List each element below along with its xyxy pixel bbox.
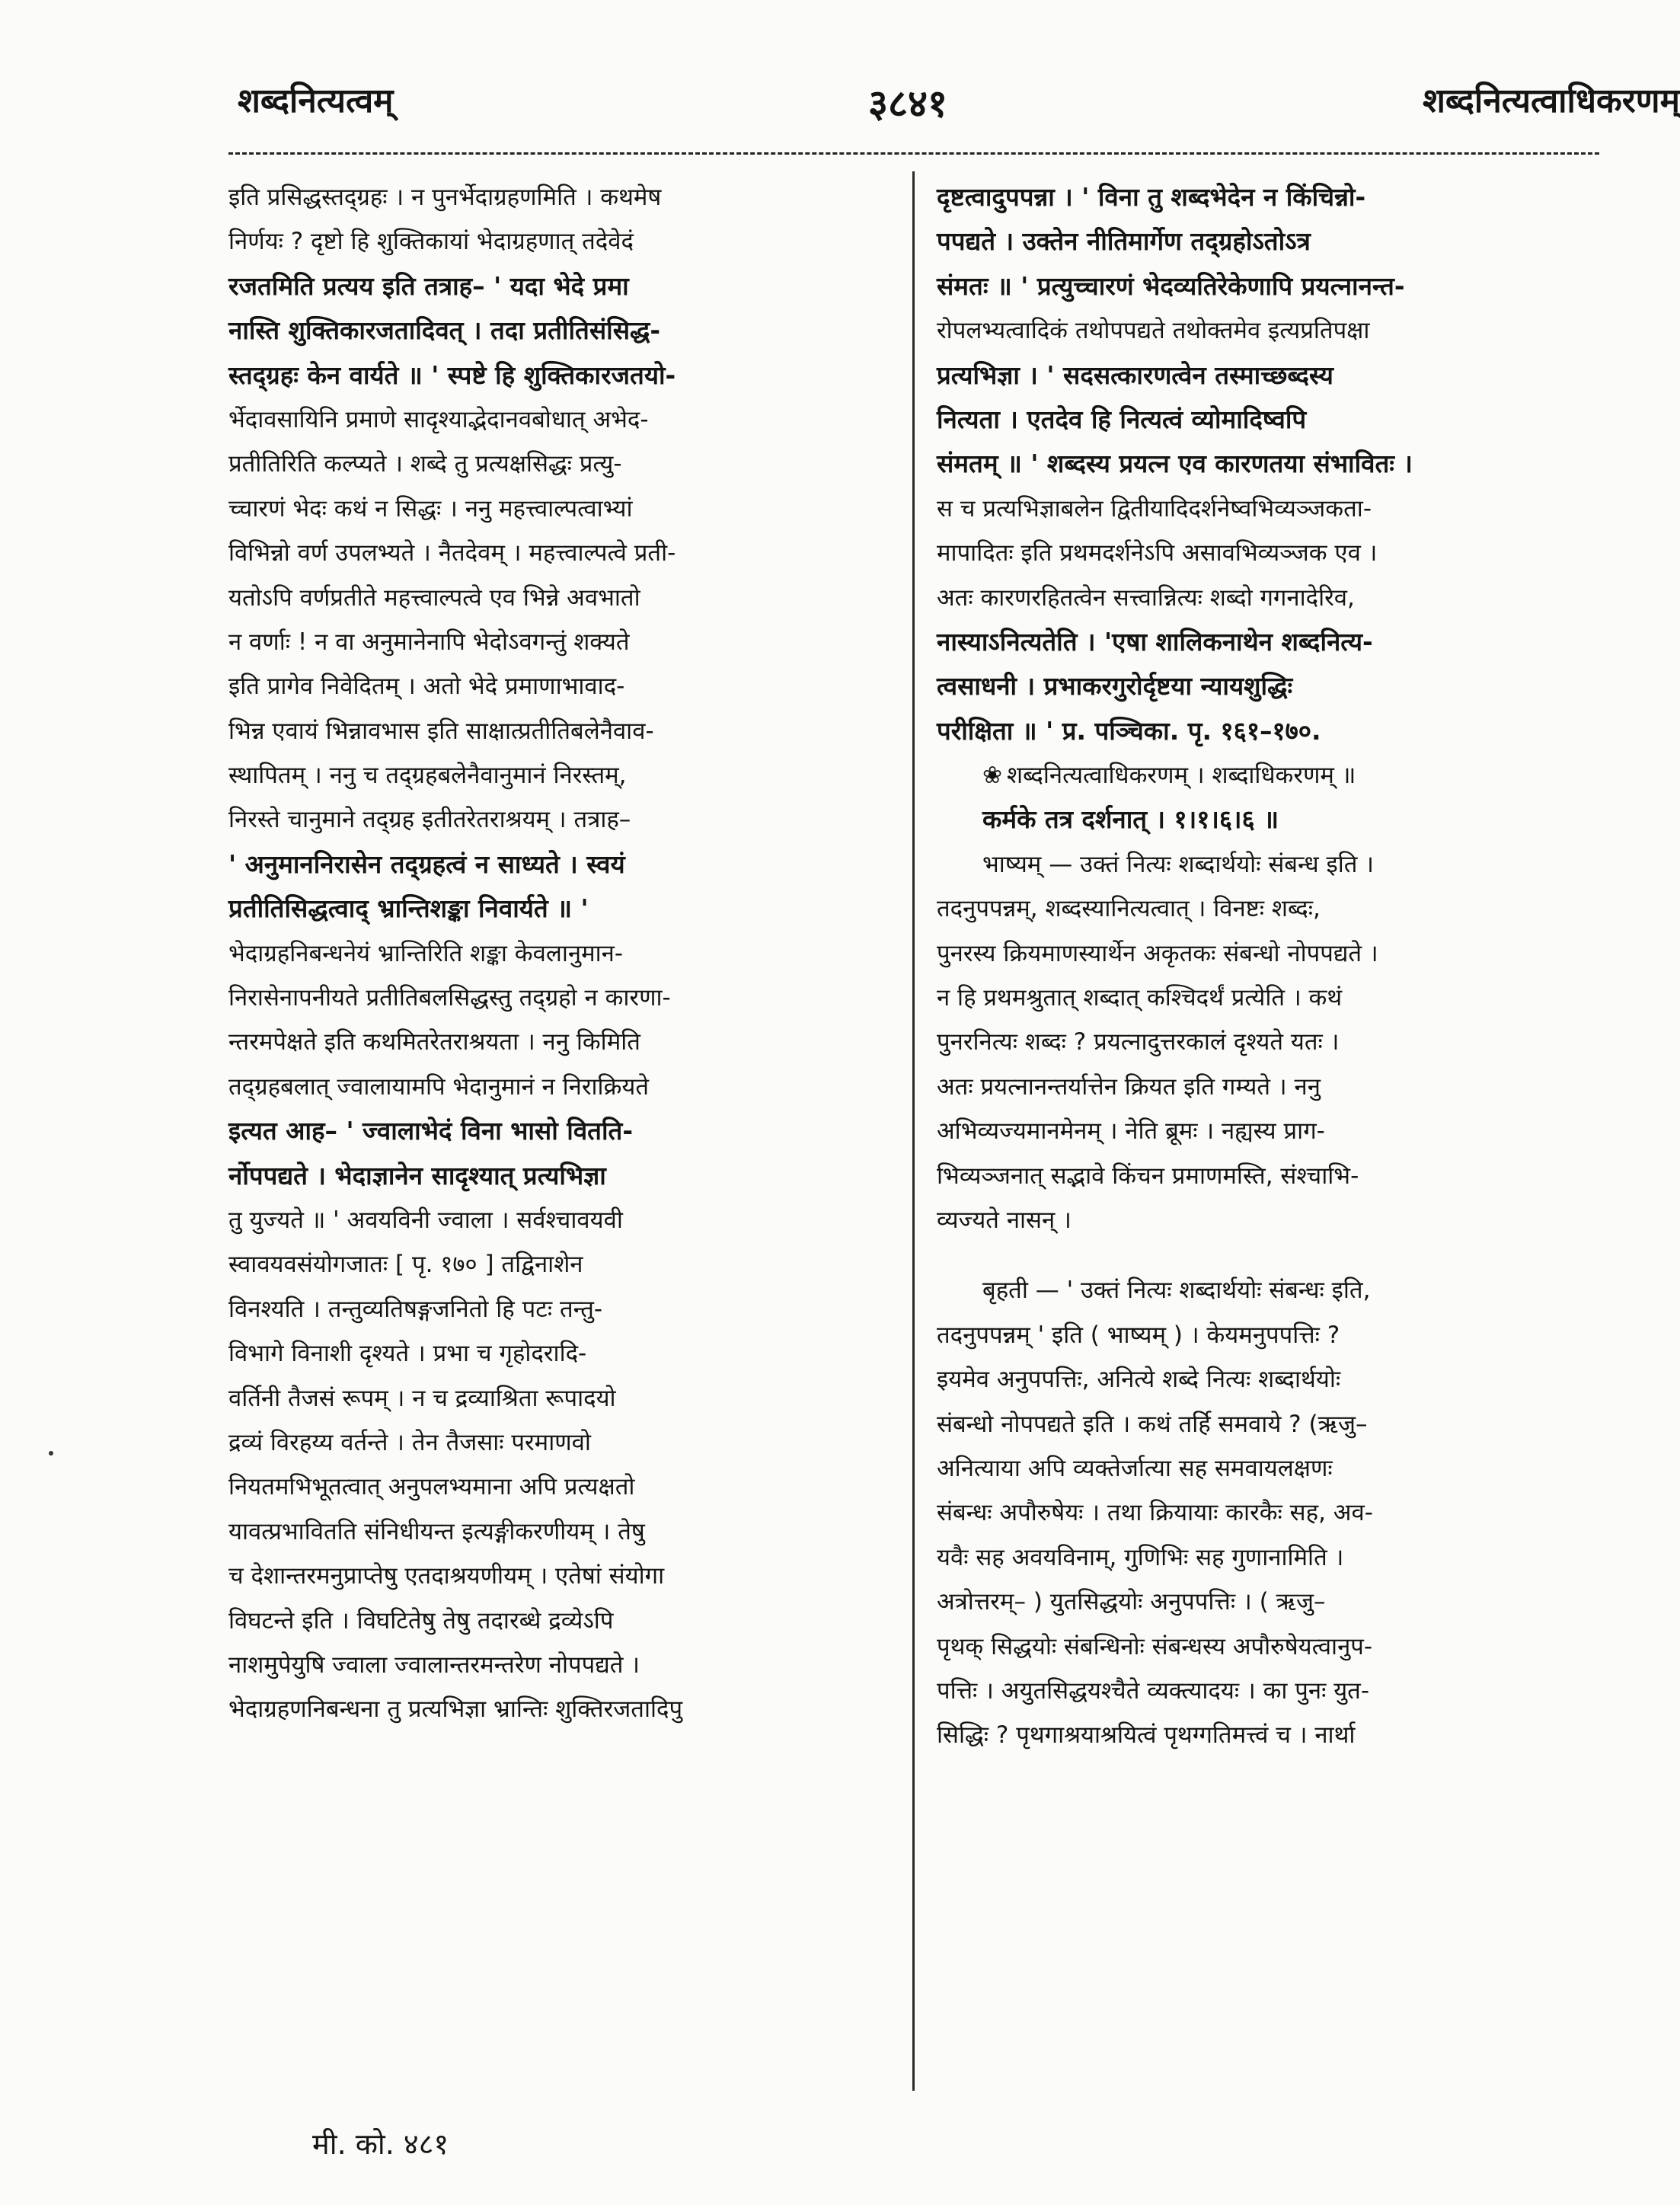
text-line-content: भेदाग्रहणनिबन्धना तु प्रत्यभिज्ञा भ्रान्तिः शुक्तिरजतादिपु	[228, 1695, 683, 1724]
text-line	[228, 797, 891, 842]
text-line	[937, 1198, 1599, 1242]
text-line	[228, 487, 891, 531]
text-line-content: र्भेदावसायिनि प्रमाणे सादृश्याद्भेदानवबोधात् अभेद-	[228, 405, 649, 433]
text-line	[937, 1491, 1599, 1535]
text-line	[937, 219, 1599, 264]
text-line	[937, 932, 1599, 976]
text-line	[228, 442, 891, 486]
ornament-icon: ❀	[982, 762, 1002, 790]
text-line	[937, 797, 1599, 842]
text-line-content: इयमेव अनुपपत्तिः, अनित्ये शब्दे नित्यः शब्दार्थयोः	[937, 1366, 1341, 1394]
text-line	[937, 531, 1599, 575]
text-line	[228, 308, 891, 353]
text-line-content: नित्यता । एतदेव हि नित्यत्वं व्योमादिष्वपि	[937, 404, 1307, 434]
text-line-content: तु युज्यते ॥ ' अवयविनी ज्वाला । सर्वश्चावयवी	[228, 1206, 623, 1234]
text-line-content: स्थापितम् । ननु च तद्ग्रहबलेनैवानुमानं निरस्तम्,	[228, 762, 627, 790]
text-line	[228, 398, 891, 442]
text-line	[228, 620, 891, 664]
text-line-content: न्तरमपेक्षते इति कथमितरेतराश्रयता । ननु किमिति	[228, 1028, 640, 1056]
text-line	[228, 1287, 891, 1331]
column-divider	[912, 171, 915, 2091]
text-line	[937, 264, 1599, 308]
text-line	[937, 1713, 1599, 1757]
text-line-content: प्रतीतिरिति कल्प्यते । शब्दे तु प्रत्यक्षसिद्धः प्रत्यु-	[228, 450, 622, 478]
text-line-content: भेदाग्रहनिबन्धनेयं भ्रान्तिरिति शङ्का केवलानुमान-	[228, 939, 624, 967]
text-line-content: अनित्याया अपि व्यक्तेर्जात्या सह समवायलक्षणः	[937, 1454, 1333, 1482]
text-line-content: पृथक् सिद्धयोः संबन्धिनोः संबन्धस्य अपौरुषेयत्वानुप-	[937, 1632, 1373, 1660]
text-line	[937, 1402, 1599, 1446]
text-line-content: द्रव्यं विरहय्य वर्तन्ते । तेन तैजसाः परमाणवो	[228, 1428, 591, 1456]
text-line	[228, 1554, 891, 1598]
text-line	[937, 1580, 1599, 1624]
text-line	[228, 1510, 891, 1554]
text-line	[937, 398, 1599, 442]
text-line-content: संमतः ॥ ' प्रत्युच्चारणं भेदव्यतिरेकेणापि प्रयत्नानन्त-	[937, 270, 1405, 301]
text-line-content: तद्ग्रहबलात् ज्वालायामपि भेदानुमानं न निराक्रियते	[228, 1072, 650, 1101]
text-line-content: दृष्टत्वादुपपन्ना । ' विना तु शब्दभेदेन न किंचिन्नो-	[937, 182, 1366, 212]
page-number: ३८४१	[868, 81, 947, 126]
text-line	[228, 842, 891, 887]
text-line	[228, 219, 891, 264]
right-column	[937, 175, 1599, 1758]
text-line	[228, 1687, 891, 1731]
text-line	[228, 1643, 891, 1687]
text-line-content: अभिव्यज्यमानमेनम् । नेति ब्रूमः । नह्यस्य प्राग-	[937, 1117, 1325, 1146]
text-line-content: अतः कारणरहितत्वेन सत्त्वान्नित्यः शब्दो गगनादेरिव,	[937, 583, 1355, 612]
text-line-content: रोपलभ्यत्वादिकं तथोपपद्यते तथोक्तमेव इत्यप्रतिपक्षा	[937, 317, 1370, 345]
text-line-content: स च प्रत्यभिज्ञाबलेन द्वितीयादिदर्शनेष्वभिव्यञ्जकता-	[937, 494, 1372, 522]
text-line	[228, 709, 891, 753]
text-line-content: शब्दनित्यत्वाधिकरणम् । शब्दाधिकरणम् ॥	[1006, 762, 1356, 790]
text-line-content: व्यज्यते नासन् ।	[937, 1206, 1072, 1234]
text-line-content: तदनुपपन्नम्, शब्दस्यानित्यत्वात् । विनष्टः शब्दः,	[937, 895, 1321, 923]
text-line	[937, 753, 1599, 797]
text-line-content: च देशान्तरमनुप्राप्तेषु एतदाश्रयणीयम् । एतेषां संयोगा	[228, 1562, 665, 1590]
text-line	[937, 1313, 1599, 1357]
text-line	[228, 1376, 891, 1420]
text-line-content: मापादितः इति प्रथमदर्शनेऽपि असावभिव्यञ्जक एव ।	[937, 539, 1378, 567]
text-line-content: संमतम् ॥ ' शब्दस्य प्रयत्न एव कारणतया संभावितः ।	[937, 449, 1413, 479]
text-line-content: स्तद्ग्रहः केन वार्यते ॥ ' स्पष्टे हि शुक्तिकारजतयो-	[228, 360, 676, 390]
text-line-content: विनश्यति । तन्तुव्यतिषङ्गजनितो हि पटः तन्तु-	[228, 1295, 603, 1323]
text-line	[228, 887, 891, 931]
text-line-content: प्रतीतिसिद्धत्वाद् भ्रान्तिशङ्का निवार्यते ॥ '	[228, 893, 589, 924]
text-line	[937, 308, 1599, 353]
text-line	[228, 353, 891, 398]
text-line-content: च्चारणं भेदः कथं न सिद्धः । ननु महत्त्वाल्पत्वाभ्यां	[228, 494, 633, 522]
text-line-content: इति प्रागेव निवेदितम् । अतो भेदे प्रमाणाभावाद-	[228, 673, 625, 701]
text-line	[228, 576, 891, 620]
text-line-content: नियतमभिभूतत्वात् अनुपलभ्यमाना अपि प्रत्यक्षतो	[228, 1473, 635, 1501]
text-line-content: निरासेनापनीयते प्रतीतिबलसिद्धस्तु तद्ग्रहो न कारणा-	[228, 984, 671, 1012]
text-line-content: निरस्ते चानुमाने तद्ग्रह इतीतरेतराश्रयम् । तत्राह–	[228, 806, 631, 834]
text-line-content: अतः प्रयत्नानन्तर्यात्तेन क्रियत इति गम्यते । ननु	[937, 1072, 1321, 1101]
text-line	[228, 1109, 891, 1153]
text-line-content: इत्यत आह– ' ज्वालाभेदं विना भासो वितति-	[228, 1116, 634, 1146]
text-line	[228, 1242, 891, 1286]
text-line	[937, 1268, 1599, 1312]
text-line-content: निर्णयः ? दृष्टो हि शुक्तिकायां भेदाग्रहणात् तदेवेदं	[228, 228, 634, 256]
running-header-right: शब्दनित्यत्वाधिकरणम्	[1423, 81, 1680, 120]
text-line	[937, 1625, 1599, 1669]
text-line	[937, 175, 1599, 219]
text-line	[937, 976, 1599, 1020]
text-line-content: पत्तिः । अयुतसिद्धयश्चैते व्यक्त्यादयः । का पुनः युत-	[937, 1676, 1370, 1705]
text-line	[228, 932, 891, 976]
text-line	[937, 887, 1599, 931]
text-line-content: नाशमुपेयुषि ज्वाला ज्वालान्तरमन्तरेण नोपपद्यते ।	[228, 1651, 640, 1679]
text-line-content: पुनरस्य क्रियमाणस्यार्थेन अकृतकः संबन्धो नोपपद्यते ।	[937, 939, 1378, 967]
text-line-content: ' अनुमाननिरासेन तद्ग्रहत्वं न साध्यते । स्वयं	[228, 848, 625, 879]
text-line	[937, 1109, 1599, 1153]
running-header-left: शब्दनित्यत्वम्	[238, 81, 394, 120]
text-line	[937, 1357, 1599, 1401]
text-line	[937, 576, 1599, 620]
text-line-content: तदनुपपन्नम् ' इति ( भाष्यम् ) । केयमनुपपत्तिः ?	[937, 1321, 1340, 1349]
text-line-content: पुनरनित्यः शब्दः ? प्रयत्नादुत्तरकालं दृश्यते यतः ।	[937, 1028, 1340, 1056]
text-line	[228, 175, 891, 219]
text-line-content: न वर्णाः ! न वा अनुमानेनापि भेदोऽवगन्तुं शक्यते	[228, 628, 630, 656]
text-line	[937, 1536, 1599, 1580]
stray-mark	[49, 1451, 53, 1456]
text-line-content: भाष्यम् — उक्तं नित्यः शब्दार्थयोः संबन्ध इति ।	[982, 850, 1375, 878]
header-rule	[228, 152, 1599, 155]
text-line-content: परीक्षिता ॥ ' प्र. पञ्चिका. पृ. १६१–१७०.	[937, 715, 1321, 746]
text-line	[937, 1446, 1599, 1491]
text-line	[228, 664, 891, 708]
text-line-content: अत्रोत्तरम्– ) युतसिद्धयोः अनुपपत्तिः । ( ऋजु–	[937, 1588, 1326, 1616]
text-line-content: नास्याऽनित्यतेति । 'एषा शालिकनाथेन शब्दनित्य-	[937, 626, 1373, 657]
text-line	[937, 487, 1599, 531]
text-line-content: र्नोपपद्यते । भेदाज्ञानेन सादृश्यात् प्रत्यभिज्ञा	[228, 1160, 606, 1190]
text-line	[937, 620, 1599, 664]
text-line	[228, 1599, 891, 1643]
text-line	[937, 664, 1599, 708]
signature-footer: मी. को. ४८१	[312, 2127, 449, 2161]
text-line-content: त्वसाधनी । प्रभाकरगुरोर्दृष्टया न्यायशुद्धिः	[937, 671, 1293, 701]
text-line-content: पपद्यते । उक्तेन नीतिमार्गेण तद्ग्रहोऽतोऽत्र	[937, 226, 1311, 257]
text-line	[228, 264, 891, 308]
text-line-content: न हि प्रथमश्रुतात् शब्दात् कश्चिदर्थं प्रत्येति । कथं	[937, 984, 1343, 1012]
text-line-content: बृहती — ' उक्तं नित्यः शब्दार्थयोः संबन्धः इति,	[982, 1277, 1371, 1305]
text-line	[937, 1065, 1599, 1109]
text-line-content: नास्ति शुक्तिकारजतादिवत् । तदा प्रतीतिसंसिद्ध-	[228, 315, 661, 346]
text-line-content: यवैः सह अवयविनाम्, गुणिभिः सह गुणानामिति ।	[937, 1543, 1344, 1571]
text-line-content: कर्मके तत्र दर्शनात् । १।१।६।६ ॥	[982, 804, 1279, 835]
text-line-content: रजतमिति प्रत्यय इति तत्राह– ' यदा भेदे प्रमा	[228, 270, 629, 301]
text-line-content: संबन्धो नोपपद्यते इति । कथं तर्हि समवाये ? (ऋजु–	[937, 1410, 1368, 1438]
text-line-content: यतोऽपि वर्णप्रतीते महत्त्वाल्पत्वे एव भिन्ने अवभातो	[228, 583, 640, 612]
text-line	[228, 1331, 891, 1376]
text-line	[228, 1465, 891, 1509]
left-column	[228, 175, 891, 1732]
text-line-content: विभागे विनाशी दृश्यते । प्रभा च गृहोदरादि-	[228, 1340, 587, 1368]
text-line	[228, 1154, 891, 1198]
text-line	[228, 976, 891, 1020]
text-line-content: इति प्रसिद्धस्तद्ग्रहः । न पुनर्भेदाग्रहणमिति । कथमेष	[228, 184, 662, 211]
text-line	[937, 1669, 1599, 1713]
text-line-content: स्वावयवसंयोगजातः [ पृ. १७० ] तद्विनाशेन	[228, 1251, 583, 1279]
text-line-content: विभिन्नो वर्ण उपलभ्यते । नैतदेवम् । महत्त्वाल्पत्वे प्रती-	[228, 539, 676, 567]
text-line	[228, 1198, 891, 1242]
text-line-content: भिन्न एवायं भिन्नावभास इति साक्षात्प्रतीतिबलेनैवाव-	[228, 717, 654, 745]
text-line	[228, 1065, 891, 1109]
text-line	[228, 753, 891, 797]
text-line-content: प्रत्यभिज्ञा । ' सदसत्कारणत्वेन तस्माच्छब्दस्य	[937, 360, 1333, 390]
text-line	[937, 442, 1599, 486]
text-line-content: यावत्प्रभावितति संनिधीयन्त इत्यङ्गीकरणीयम् । तेषु	[228, 1517, 645, 1545]
text-line-content: वर्तिनी तैजसं रूपम् । न च द्रव्याश्रिता रूपादयो	[228, 1384, 616, 1412]
text-line	[937, 1020, 1599, 1064]
text-line-content: सिद्धिः ? पृथगाश्रयाश्रयित्वं पृथग्गतिमत्त्वं च । नार्था	[937, 1721, 1356, 1750]
text-line	[228, 1020, 891, 1064]
text-line-content: विघटन्ते इति । विघटितेषु तेषु तदारब्धे द्रव्येऽपि	[228, 1606, 614, 1635]
text-line	[937, 1154, 1599, 1198]
text-line	[937, 709, 1599, 753]
text-line-content: भिव्यञ्जनात् सद्भावे किंचन प्रमाणमस्ति, संश्चाभि-	[937, 1162, 1359, 1190]
text-line-content: संबन्धः अपौरुषेयः । तथा क्रियायाः कारकैः सह, अव-	[937, 1499, 1373, 1527]
text-line	[937, 842, 1599, 887]
text-line	[228, 1420, 891, 1465]
text-line	[228, 531, 891, 575]
text-line	[937, 353, 1599, 398]
